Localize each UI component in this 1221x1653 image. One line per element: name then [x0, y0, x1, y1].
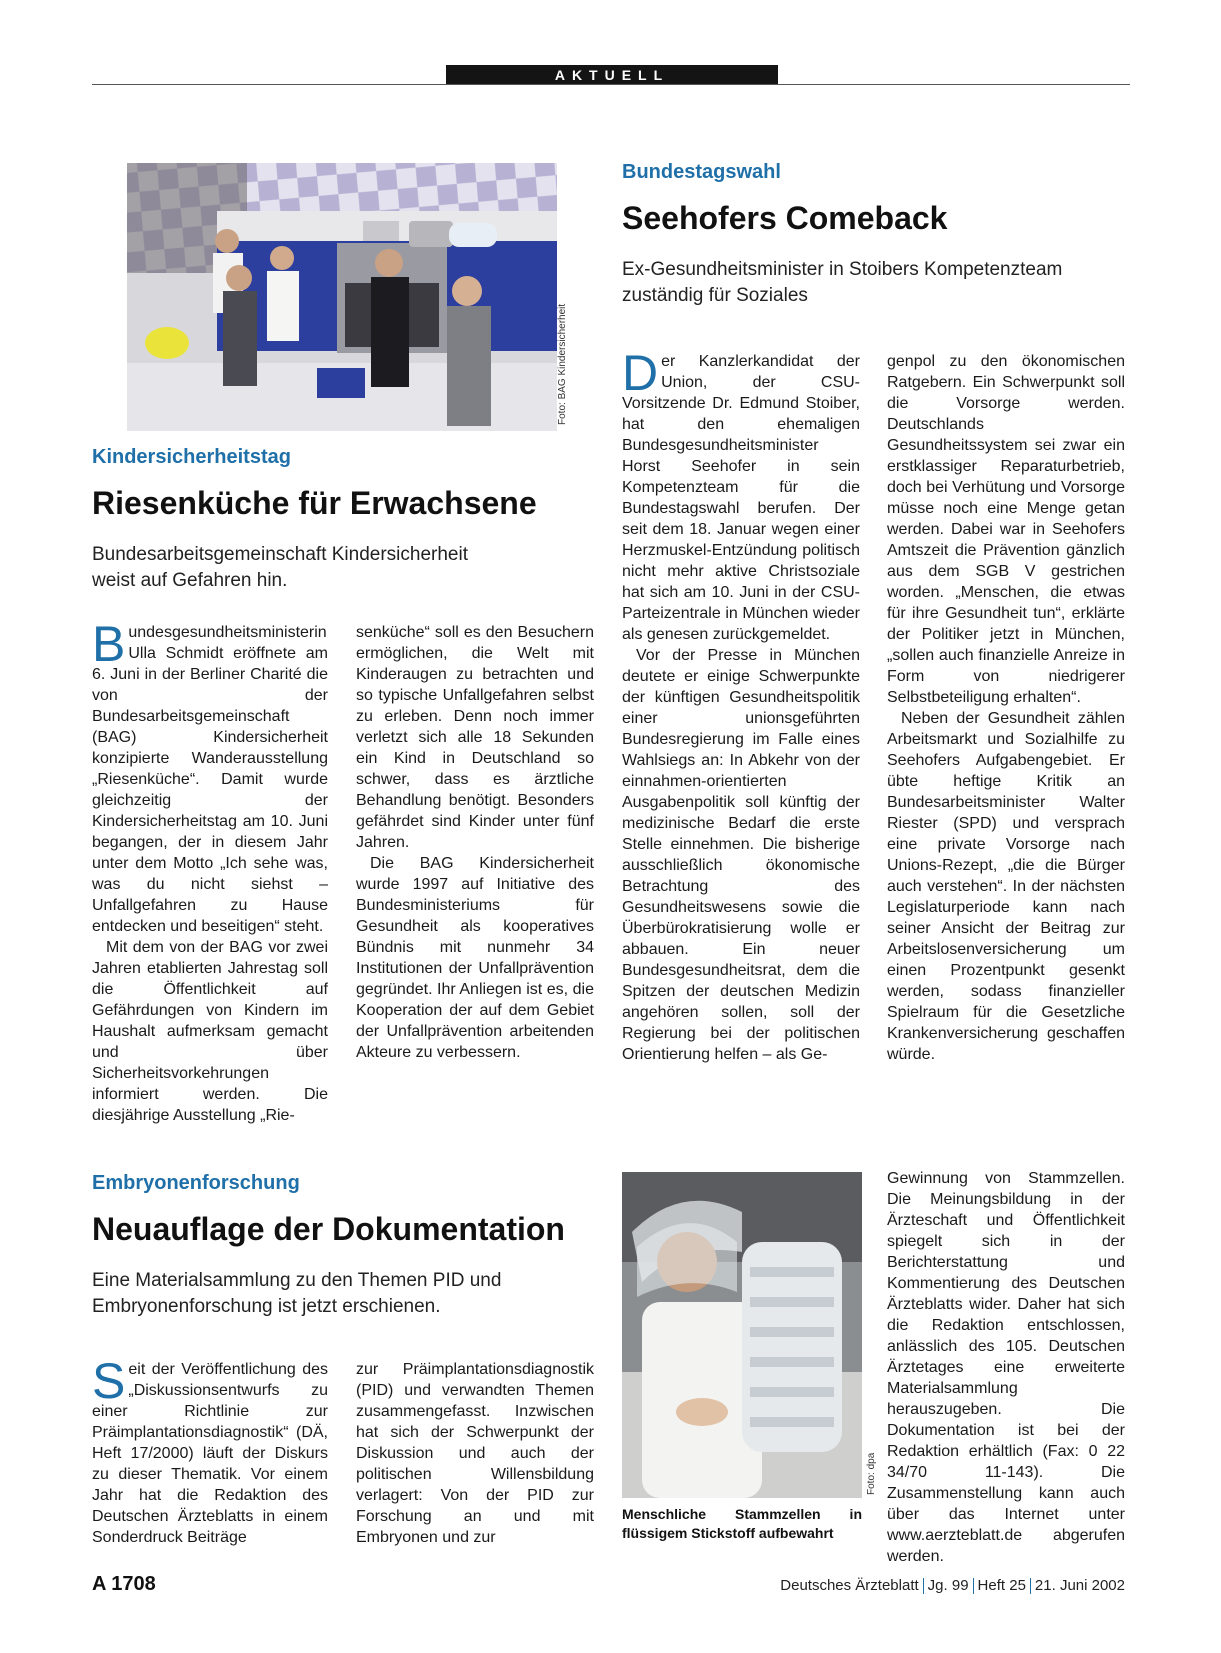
stem-cell-photo [622, 1172, 862, 1498]
kitchen-photo [127, 163, 557, 431]
article2-deck: Ex-Gesundheitsminister in Stoibers Kompetenzteam zuständig für Soziales [622, 259, 1063, 306]
photo-credit: Foto: dpa [866, 1452, 877, 1495]
dropcap: S [92, 1353, 126, 1409]
journal-volume: Jg. 99 [927, 1577, 969, 1594]
article1-deck: Bundesarbeitsgemeinschaft Kindersicherheit weist auf Gefahren hin. [92, 544, 468, 591]
article1-headline: Riesenküche für Erwachsene [92, 485, 537, 521]
paragraph: Mit dem von der BAG vor zwei Jahren etablierten Jahrestag soll die Öffentlichkeit auf Gefährdungen von Kindern im Haushalt aufmerksam gemacht und über Sicherheitsvorkehrungen informiert werden. Die diesjährige Ausstellung „Rie- [92, 939, 328, 1124]
page-number: A 1708 [92, 1573, 156, 1595]
paragraph: senküche“ soll es den Besuchern ermöglichen, die Welt mit Kinderaugen zu betrachten und so typische Unfallgefahren selbst zu erleben. Denn noch immer verletzt sich alle 18 Sekunden ein Kind in Deutschland so schwer, dass es ärztliche Behandlung benötigt. Besonders gefährdet sind Kinder unter fünf Jahren. [356, 624, 594, 851]
journal-footer [780, 1577, 1125, 1594]
article2-column-1 [622, 345, 860, 1065]
paragraph: eit der Veröffentlichung des „Diskussionsentwurfs zu einer Richtlinie zur Präimplantationsdiagnostik“ (DÄ, Heft 17/2000) läuft der Diskurs zu dieser Thematik. Vor einem Jahr hat die Redaktion des Deutschen Ärzteblatts in einem Sonderdruck Beiträge [92, 1361, 328, 1546]
dropcap: B [92, 616, 126, 672]
section-label: AKTUELL [446, 65, 778, 85]
article2-headline: Seehofers Comeback [622, 200, 948, 236]
article1-kicker: Kindersicherheitstag [92, 446, 291, 468]
journal-date: 21. Juni 2002 [1034, 1577, 1125, 1594]
article3-kicker: Embryonenforschung [92, 1172, 300, 1194]
paragraph: Neben der Gesundheit zählen Arbeitsmarkt und Sozialhilfe zu Seehofers Aufgabengebiet. Er übte heftige Kritik an Bundesarbeitsminister Walter Riester (SPD) und versprach eine private Vorsorge nach Unions-Rezept, „die die Bürger auch verstehen“. In der nächsten Legislaturperiode kann nach seiner Ansicht der Beitrag zur Arbeitslosenversicherung um einen Prozentpunkt gesenkt werden, sodass finanzieller Spielraum für die Gesetzliche Krankenversicherung geschaffen würde. [887, 710, 1125, 1063]
divider [973, 1578, 974, 1594]
kitchen-photo-illustration [127, 163, 557, 431]
article3-deck: Eine Materialsammlung zu den Themen PID und Embryonenforschung ist jetzt erschienen. [92, 1270, 502, 1317]
paragraph: Vor der Presse in München deutete er einige Schwerpunkte der künftigen Gesundheitspolitik einer unionsgeführten Bundesregierung im Falle eines Wahlsiegs an: In Abkehr von der einnahmen-orientierten Ausgabenpolitik soll künftig der medizinische Bedarf die erste Stelle einnehmen. Die bisherige ausschließlich ökonomische Betrachtung des Gesundheitswesens sowie die Überbürokratisierung wolle er abbauen. Ein neuer Bundesgesundheitsrat, dem die Spitzen der deutschen Medizin angehören sollen, soll der Regierung bei der politischen Orientierung helfen – als Ge- [622, 647, 860, 1063]
journal-name: Deutsches Ärzteblatt [780, 1577, 919, 1594]
paragraph: zur Präimplantationsdiagnostik (PID) und verwandten Themen zusammengefasst. Inzwischen hat sich der Schwerpunkt der Diskussion und auch der politischen Willensbildung verlagert: Von der PID zur Forschung an und mit Embryonen und zur [356, 1361, 594, 1546]
article2-column-2 [887, 351, 1125, 1065]
paragraph: Gewinnung von Stammzellen. Die Meinungsbildung in der Ärzteschaft und Öffentlichkeit spiegelt sich in der Berichterstattung und Kommentierung des Deutschen Ärzteblatts wider. Daher hat sich die Redaktion entschlossen, anlässlich des 105. Deutschen Ärztetages eine erweiterte Materialsammlung herauszugeben. Die Dokumentation ist bei der Redaktion erhältlich (Fax: 0 22 34/70 11-143). Die Zusammenstellung kann auch über das Internet unter www.aerzteblatt.de abgerufen werden. [887, 1170, 1125, 1565]
divider [923, 1578, 924, 1594]
journal-issue: Heft 25 [977, 1577, 1026, 1594]
stem-cell-photo-illustration [622, 1172, 862, 1498]
paragraph: genpol zu den ökonomischen Ratgebern. Ein Schwerpunkt soll die Vorsorge werden. Deutschlands Gesundheitssystem sei zwar ein erstklassiger Reparaturbetrieb, doch bei Verhütung und Vorsorge müsse noch eine Menge getan werden. Dabei war in Seehofers Amtszeit die Prävention gänzlich aus dem SGB V gestrichen worden. „Menschen, die etwas für ihre Gesundheit tun“, erklärte der Politiker jetzt in München, „sollen auch finanzielle Anreize in Form von niedrigerer Selbstbeteiligung erhalten“. [887, 353, 1125, 706]
article1-column-2 [356, 622, 594, 1063]
paragraph: Die BAG Kindersicherheit wurde 1997 auf Initiative des Bundesministeriums für Gesundheit als kooperatives Bündnis mit nunmehr 34 Institutionen der Unfallprävention gegründet. Ihr Anliegen ist es, die Kooperation der auf dem Gebiet der Unfallprävention arbeitenden Akteure zu verbessern. [356, 855, 594, 1061]
article3-headline: Neuauflage der Dokumentation [92, 1211, 565, 1247]
photo-credit: Foto: BAG Kindersicherheit [557, 303, 568, 425]
paragraph: er Kanzlerkandidat der Union, der CSU-Vorsitzende Dr. Edmund Stoiber, hat den ehemaligen Bundesgesundheitsminister Horst Seehofer in sein Kompetenzteam für die Bundestagswahl berufen. Der seit dem 18. Januar wegen einer Herzmuskel-Entzündung politisch nicht mehr aktive Christsoziale hat sich am 10. Juni in der CSU-Parteizentrale in München wieder als genesen zurückgemeldet. [622, 353, 860, 643]
dropcap: D [622, 345, 659, 401]
article3-column-1 [92, 1353, 328, 1548]
divider [1030, 1578, 1031, 1594]
paragraph: undesgesundheitsministerin Ulla Schmidt eröffnete am 6. Juni in der Berliner Charité die von der Bundesarbeitsgemeinschaft (BAG) Kindersicherheit konzipierte Wanderausstellung „Riesenküche“. Damit wurde gleichzeitig der Kindersicherheitstag am 10. Juni begangen, der in diesem Jahr unter dem Motto „Ich sehe was, was du nicht siehst – Unfallgefahren zu Hause entdecken und beseitigen“ steht. [92, 624, 328, 935]
article2-kicker: Bundestagswahl [622, 161, 781, 183]
header-rule [92, 84, 1130, 85]
photo-caption: Menschliche Stammzellen in flüssigem Stickstoff aufbewahrt [622, 1506, 862, 1541]
article1-column-1 [92, 616, 328, 1126]
article3-column-3 [887, 1168, 1125, 1567]
article3-column-2 [356, 1359, 594, 1548]
